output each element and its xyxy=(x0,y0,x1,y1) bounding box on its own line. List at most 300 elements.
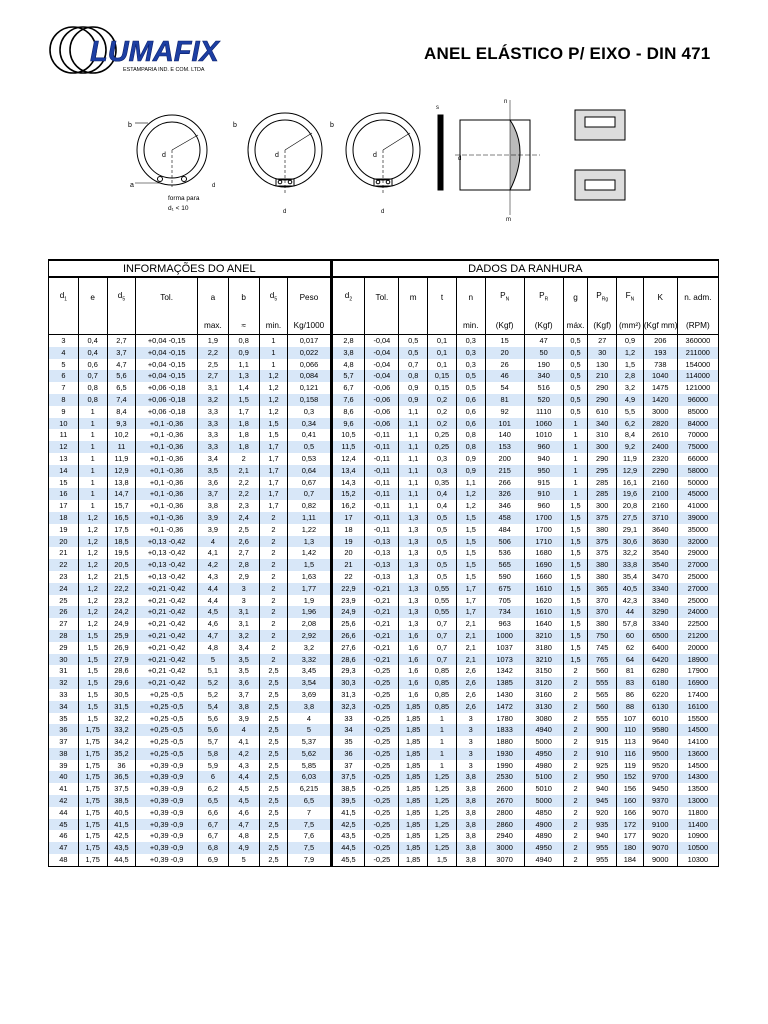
column-header-label: g xyxy=(573,292,578,302)
table-cell: -0,11 xyxy=(365,441,399,453)
table-cell: 12,9 xyxy=(107,465,136,477)
table-cell: 6,6 xyxy=(197,807,228,819)
table-cell: +0,1 -0,36 xyxy=(136,465,198,477)
table-cell: 160 xyxy=(617,795,644,807)
table-cell: 25 xyxy=(49,595,79,607)
table-cell: 1,1 xyxy=(399,465,428,477)
table-cell: 0,3 xyxy=(288,406,331,418)
table-cell: 0,15 xyxy=(428,370,457,382)
table-cell: 14100 xyxy=(677,736,718,748)
table-cell: 7,5 xyxy=(288,819,331,831)
svg-text:d: d xyxy=(373,152,377,159)
table-cell: 1,25 xyxy=(428,783,457,795)
ring-drawing-small xyxy=(135,115,207,187)
table-cell: 0,4 xyxy=(78,347,107,359)
table-cell: 6,7 xyxy=(197,819,228,831)
svg-text:b: b xyxy=(330,122,334,129)
table-cell: 24,9 xyxy=(331,606,365,618)
table-cell: 1,3 xyxy=(288,536,331,548)
table-cell: 940 xyxy=(524,453,563,465)
table-cell: 1,2 xyxy=(78,547,107,559)
table-cell: 13000 xyxy=(677,795,718,807)
table-cell: 0,5 xyxy=(428,547,457,559)
table-cell: 4890 xyxy=(524,830,563,842)
table-cell: 0,8 xyxy=(456,429,485,441)
table-cell: 0,5 xyxy=(563,382,588,394)
table-cell: 0,2 xyxy=(428,406,457,418)
table-cell: 1610 xyxy=(524,606,563,618)
table-cell: 4,5 xyxy=(228,783,259,795)
table-cell: -0,21 xyxy=(365,618,399,630)
table-cell: 14,7 xyxy=(107,488,136,500)
table-cell: 30,5 xyxy=(107,689,136,701)
table-row xyxy=(49,819,719,831)
table-cell: 70000 xyxy=(677,429,718,441)
table-row xyxy=(49,547,719,559)
table-cell: -0,11 xyxy=(365,453,399,465)
table-cell: 19 xyxy=(331,536,365,548)
table-cell: 0,9 xyxy=(456,465,485,477)
table-cell: 1,5 xyxy=(78,630,107,642)
table-cell: 11,9 xyxy=(107,453,136,465)
table-cell: 0,9 xyxy=(399,394,428,406)
table-cell: 1,5 xyxy=(563,559,588,571)
column-header xyxy=(485,277,524,316)
table-cell: +0,04 -0,15 xyxy=(136,347,198,359)
table-cell: 1,2 xyxy=(78,559,107,571)
table-cell: 2 xyxy=(259,524,288,536)
table-cell: 2,5 xyxy=(259,830,288,842)
table-cell: 285 xyxy=(588,477,617,489)
table-cell: -0,21 xyxy=(365,630,399,642)
table-cell: +0,39 -0,9 xyxy=(136,795,198,807)
table-cell: 36 xyxy=(107,760,136,772)
table-cell: 6420 xyxy=(643,654,677,666)
table-cell: 37 xyxy=(49,736,79,748)
table-cell: 37,5 xyxy=(107,783,136,795)
table-cell: 1,6 xyxy=(399,642,428,654)
table-cell: 2,8 xyxy=(228,559,259,571)
table-row xyxy=(49,795,719,807)
table-cell: 1,5 xyxy=(563,595,588,607)
table-cell: 32000 xyxy=(677,536,718,548)
table-cell: 2,5 xyxy=(259,854,288,866)
table-cell: 925 xyxy=(588,760,617,772)
svg-text:d: d xyxy=(381,209,385,215)
table-cell: 9070 xyxy=(643,807,677,819)
table-cell: 0,158 xyxy=(288,394,331,406)
table-cell: 35000 xyxy=(677,524,718,536)
table-cell: +0,39 -0,9 xyxy=(136,842,198,854)
table-cell: 734 xyxy=(485,606,524,618)
table-cell: +0,1 -0,36 xyxy=(136,441,198,453)
table-cell: 1,1 xyxy=(399,488,428,500)
table-cell: -0,25 xyxy=(365,701,399,713)
table-cell: 1833 xyxy=(485,724,524,736)
table-cell: 2160 xyxy=(643,500,677,512)
table-cell: 2,6 xyxy=(456,689,485,701)
table-cell: 32,3 xyxy=(331,701,365,713)
table-cell: 1,11 xyxy=(288,512,331,524)
svg-text:b: b xyxy=(128,122,132,129)
table-cell: +0,04 -0,15 xyxy=(136,359,198,371)
table-cell: 1 xyxy=(563,465,588,477)
table-cell: 2100 xyxy=(643,488,677,500)
table-cell: -0,13 xyxy=(365,559,399,571)
table-cell: 0,64 xyxy=(288,465,331,477)
table-cell: 1,85 xyxy=(399,724,428,736)
table-cell: 3710 xyxy=(643,512,677,524)
table-cell: 1,2 xyxy=(259,406,288,418)
table-cell: 3,6 xyxy=(228,677,259,689)
table-cell: 1 xyxy=(78,488,107,500)
table-cell: 1700 xyxy=(524,524,563,536)
table-cell: 1 xyxy=(78,500,107,512)
table-cell: 10300 xyxy=(677,854,718,866)
table-cell: -0,11 xyxy=(365,512,399,524)
table-cell: 18900 xyxy=(677,654,718,666)
table-cell: 4 xyxy=(228,724,259,736)
table-cell: 10 xyxy=(49,418,79,430)
table-cell: 4,5 xyxy=(228,795,259,807)
table-cell: 2,5 xyxy=(259,713,288,725)
table-cell: 27 xyxy=(49,618,79,630)
table-cell: 3,2 xyxy=(617,382,644,394)
table-cell: 200 xyxy=(485,453,524,465)
table-cell: 17900 xyxy=(677,665,718,677)
table-cell: 6500 xyxy=(643,630,677,642)
table-cell: 0,41 xyxy=(288,429,331,441)
table-cell: 3,1 xyxy=(197,382,228,394)
table-cell: 1,42 xyxy=(288,547,331,559)
table-cell: 1 xyxy=(78,418,107,430)
table-cell: 1 xyxy=(259,347,288,359)
table-cell: 3290 xyxy=(643,606,677,618)
table-cell: 1,25 xyxy=(428,795,457,807)
table-cell: 2 xyxy=(228,453,259,465)
table-cell: 2,6 xyxy=(456,665,485,677)
table-cell: 27 xyxy=(588,335,617,347)
table-cell: 1,5 xyxy=(563,536,588,548)
table-cell: 1,7 xyxy=(456,583,485,595)
table-cell: 3,8 xyxy=(456,819,485,831)
table-cell: 1,25 xyxy=(428,807,457,819)
table-cell: 21 xyxy=(49,547,79,559)
table-cell: 2 xyxy=(259,583,288,595)
table-cell: 2 xyxy=(259,606,288,618)
column-header-unit xyxy=(78,316,107,335)
table-cell: 13500 xyxy=(677,783,718,795)
table-cell: 18 xyxy=(331,524,365,536)
table-row xyxy=(49,394,719,406)
table-cell: 745 xyxy=(588,642,617,654)
table-cell: 2 xyxy=(563,665,588,677)
table-cell: 26 xyxy=(485,359,524,371)
table-cell: 1,85 xyxy=(399,783,428,795)
table-cell: 14,3 xyxy=(331,477,365,489)
table-cell: 0,5 xyxy=(428,524,457,536)
table-cell: 3340 xyxy=(643,618,677,630)
table-cell: 290 xyxy=(588,453,617,465)
table-cell: 5,7 xyxy=(197,736,228,748)
table-cell: 3180 xyxy=(524,642,563,654)
table-cell: 0,5 xyxy=(288,441,331,453)
table-cell: 10,5 xyxy=(331,429,365,441)
column-header xyxy=(136,277,198,316)
table-cell: 5,9 xyxy=(197,760,228,772)
table-cell: 31,5 xyxy=(107,701,136,713)
table-cell: 3,3 xyxy=(197,441,228,453)
table-cell: 5,85 xyxy=(288,760,331,772)
table-cell: 0,5 xyxy=(428,536,457,548)
table-cell: 5000 xyxy=(524,795,563,807)
table-cell: 85000 xyxy=(677,406,718,418)
table-row xyxy=(49,701,719,713)
table-row xyxy=(49,477,719,489)
table-cell: 6,2 xyxy=(197,783,228,795)
table-cell: 27,9 xyxy=(107,654,136,666)
table-cell: 3,8 xyxy=(456,771,485,783)
column-header-unit: (Kgf) xyxy=(524,316,563,335)
table-cell: +0,04 -0,15 xyxy=(136,335,198,347)
table-cell: 9 xyxy=(49,406,79,418)
table-cell: 3340 xyxy=(643,583,677,595)
table-cell: 1,6 xyxy=(399,665,428,677)
table-cell: 484 xyxy=(485,524,524,536)
table-cell: 20,8 xyxy=(617,500,644,512)
table-cell: 950 xyxy=(524,465,563,477)
column-header-unit xyxy=(331,316,365,335)
table-cell: 30,3 xyxy=(331,677,365,689)
table-cell: 2 xyxy=(563,819,588,831)
table-cell: 1000 xyxy=(485,630,524,642)
table-cell: 29,3 xyxy=(331,665,365,677)
table-cell: 2,6 xyxy=(456,677,485,689)
table-cell: +0,25 -0,5 xyxy=(136,736,198,748)
table-cell: -0,11 xyxy=(365,488,399,500)
column-header-unit: (Kgf mm) xyxy=(643,316,677,335)
table-cell: 1,5 xyxy=(563,618,588,630)
table-cell: 27,5 xyxy=(617,512,644,524)
table-cell: 0,3 xyxy=(456,335,485,347)
table-cell: -0,13 xyxy=(365,571,399,583)
table-cell: 536 xyxy=(485,547,524,559)
table-cell: 1,1 xyxy=(399,418,428,430)
table-cell: 1,8 xyxy=(228,418,259,430)
table-cell: 1,7 xyxy=(259,441,288,453)
table-cell: 6010 xyxy=(643,713,677,725)
table-cell: 910 xyxy=(524,488,563,500)
table-cell: 2 xyxy=(259,571,288,583)
table-cell: 7 xyxy=(288,807,331,819)
column-header xyxy=(78,277,107,316)
table-cell: 1,5 xyxy=(288,559,331,571)
table-cell: 516 xyxy=(524,382,563,394)
table-cell: 2 xyxy=(259,618,288,630)
table-cell: -0,21 xyxy=(365,595,399,607)
column-header-label: $d_5$ xyxy=(117,291,126,303)
table-cell: 0,67 xyxy=(288,477,331,489)
table-cell: 1,85 xyxy=(399,760,428,772)
table-cell: 6,2 xyxy=(617,418,644,430)
table-cell: 3470 xyxy=(643,571,677,583)
table-cell: 1,75 xyxy=(78,724,107,736)
svg-text:d: d xyxy=(162,152,166,159)
table-cell: 21,5 xyxy=(107,571,136,583)
table-cell: 0,4 xyxy=(78,335,107,347)
table-row xyxy=(49,429,719,441)
table-cell: 3,8 xyxy=(456,783,485,795)
table-cell: 375 xyxy=(588,512,617,524)
table-cell: +0,25 -0,5 xyxy=(136,748,198,760)
column-header-label: K xyxy=(657,292,663,302)
table-cell: 4950 xyxy=(524,842,563,854)
table-cell: 9500 xyxy=(643,748,677,760)
table-cell: 4,7 xyxy=(107,359,136,371)
table-cell: 0,3 xyxy=(456,359,485,371)
table-cell: 955 xyxy=(588,842,617,854)
table-cell: 15 xyxy=(49,477,79,489)
table-row xyxy=(49,559,719,571)
column-header-label: m xyxy=(409,292,417,302)
table-cell: 12,4 xyxy=(331,453,365,465)
table-cell: 8 xyxy=(49,394,79,406)
table-cell: 35 xyxy=(331,736,365,748)
table-cell: 1,5 xyxy=(563,583,588,595)
table-cell: 46 xyxy=(485,370,524,382)
table-cell: 2,2 xyxy=(228,488,259,500)
table-cell: 1,22 xyxy=(288,524,331,536)
table-cell: 1640 xyxy=(524,618,563,630)
column-header xyxy=(399,277,428,316)
table-cell: 1990 xyxy=(485,760,524,772)
table-cell: -0,25 xyxy=(365,830,399,842)
table-cell: 1780 xyxy=(485,713,524,725)
table-cell: 2,4 xyxy=(228,512,259,524)
table-cell: 1 xyxy=(78,477,107,489)
table-cell: 1,1 xyxy=(399,441,428,453)
svg-text:d: d xyxy=(458,156,462,162)
svg-text:s: s xyxy=(436,105,439,111)
table-cell: 1,1 xyxy=(399,429,428,441)
table-cell: 2,5 xyxy=(259,736,288,748)
table-cell: 28 xyxy=(49,630,79,642)
table-cell: 4,8 xyxy=(331,359,365,371)
table-cell: 116 xyxy=(617,748,644,760)
table-cell: 3,8 xyxy=(456,842,485,854)
table-cell: 4950 xyxy=(524,748,563,760)
table-cell: 21200 xyxy=(677,630,718,642)
table-cell: 1,3 xyxy=(228,370,259,382)
table-cell: 375 xyxy=(588,547,617,559)
table-cell: -0,13 xyxy=(365,547,399,559)
table-cell: 0,25 xyxy=(428,441,457,453)
table-cell: +0,13 -0,42 xyxy=(136,559,198,571)
table-cell: +0,1 -0,36 xyxy=(136,418,198,430)
table-cell: -0,21 xyxy=(365,654,399,666)
table-cell: 1,5 xyxy=(428,854,457,866)
table-cell: 935 xyxy=(588,819,617,831)
table-cell: 66000 xyxy=(677,453,718,465)
table-cell: 1,8 xyxy=(228,441,259,453)
table-cell: 2 xyxy=(563,854,588,866)
table-cell: 0,7 xyxy=(399,359,428,371)
table-cell: 50000 xyxy=(677,477,718,489)
column-header-label: e xyxy=(90,292,95,302)
table-cell: 1,2 xyxy=(78,536,107,548)
table-cell: 47 xyxy=(49,842,79,854)
table-cell: 5 xyxy=(228,854,259,866)
table-cell: 560 xyxy=(588,665,617,677)
table-cell: 0,7 xyxy=(428,618,457,630)
table-cell: 3,8 xyxy=(456,854,485,866)
table-cell: 340 xyxy=(524,370,563,382)
table-cell: 48 xyxy=(49,854,79,866)
table-cell: 738 xyxy=(643,359,677,371)
table-cell: 310 xyxy=(588,429,617,441)
table-row xyxy=(49,370,719,382)
table-cell: 300 xyxy=(588,500,617,512)
table-row xyxy=(49,724,719,736)
table-cell: 1,2 xyxy=(456,488,485,500)
table-cell: 1,2 xyxy=(78,571,107,583)
svg-text:b: b xyxy=(233,122,237,129)
table-cell: 7,9 xyxy=(288,854,331,866)
table-cell: 9070 xyxy=(643,842,677,854)
table-cell: 1 xyxy=(563,488,588,500)
table-cell: 13600 xyxy=(677,748,718,760)
table-cell: 0,3 xyxy=(428,465,457,477)
table-cell: -0,21 xyxy=(365,642,399,654)
table-cell: 44 xyxy=(49,807,79,819)
table-cell: 11400 xyxy=(677,819,718,831)
table-cell: 119 xyxy=(617,760,644,772)
table-cell: 16 xyxy=(49,488,79,500)
table-cell: 675 xyxy=(485,583,524,595)
table-cell: 915 xyxy=(588,736,617,748)
table-cell: 0,5 xyxy=(563,394,588,406)
table-cell: 0,5 xyxy=(399,347,428,359)
table-cell: 4,9 xyxy=(228,842,259,854)
table-cell: 60 xyxy=(617,630,644,642)
table-cell: +0,06 -0,18 xyxy=(136,394,198,406)
table-cell: -0,25 xyxy=(365,842,399,854)
column-header xyxy=(428,277,457,316)
table-cell: -0,04 xyxy=(365,335,399,347)
table-cell: 1,3 xyxy=(399,606,428,618)
table-cell: 1,7 xyxy=(228,406,259,418)
column-header-label: n. adm. xyxy=(684,292,712,302)
table-cell: -0,11 xyxy=(365,500,399,512)
table-cell: 3,1 xyxy=(228,606,259,618)
table-cell: 16900 xyxy=(677,677,718,689)
table-cell: 370 xyxy=(588,606,617,618)
table-cell: 9100 xyxy=(643,819,677,831)
table-cell: 210 xyxy=(588,370,617,382)
logo-rings-graphic xyxy=(48,22,238,82)
table-cell: 555 xyxy=(588,677,617,689)
table-cell: +0,1 -0,36 xyxy=(136,524,198,536)
table-cell: -0,25 xyxy=(365,783,399,795)
table-cell: 5010 xyxy=(524,783,563,795)
table-cell: 1700 xyxy=(524,512,563,524)
table-cell: 3,3 xyxy=(197,418,228,430)
column-header-label: $d_5$ xyxy=(269,291,278,303)
table-cell: 5,5 xyxy=(617,406,644,418)
table-cell: 750 xyxy=(588,630,617,642)
table-cell: 7,6 xyxy=(288,830,331,842)
table-cell: 1,3 xyxy=(399,618,428,630)
